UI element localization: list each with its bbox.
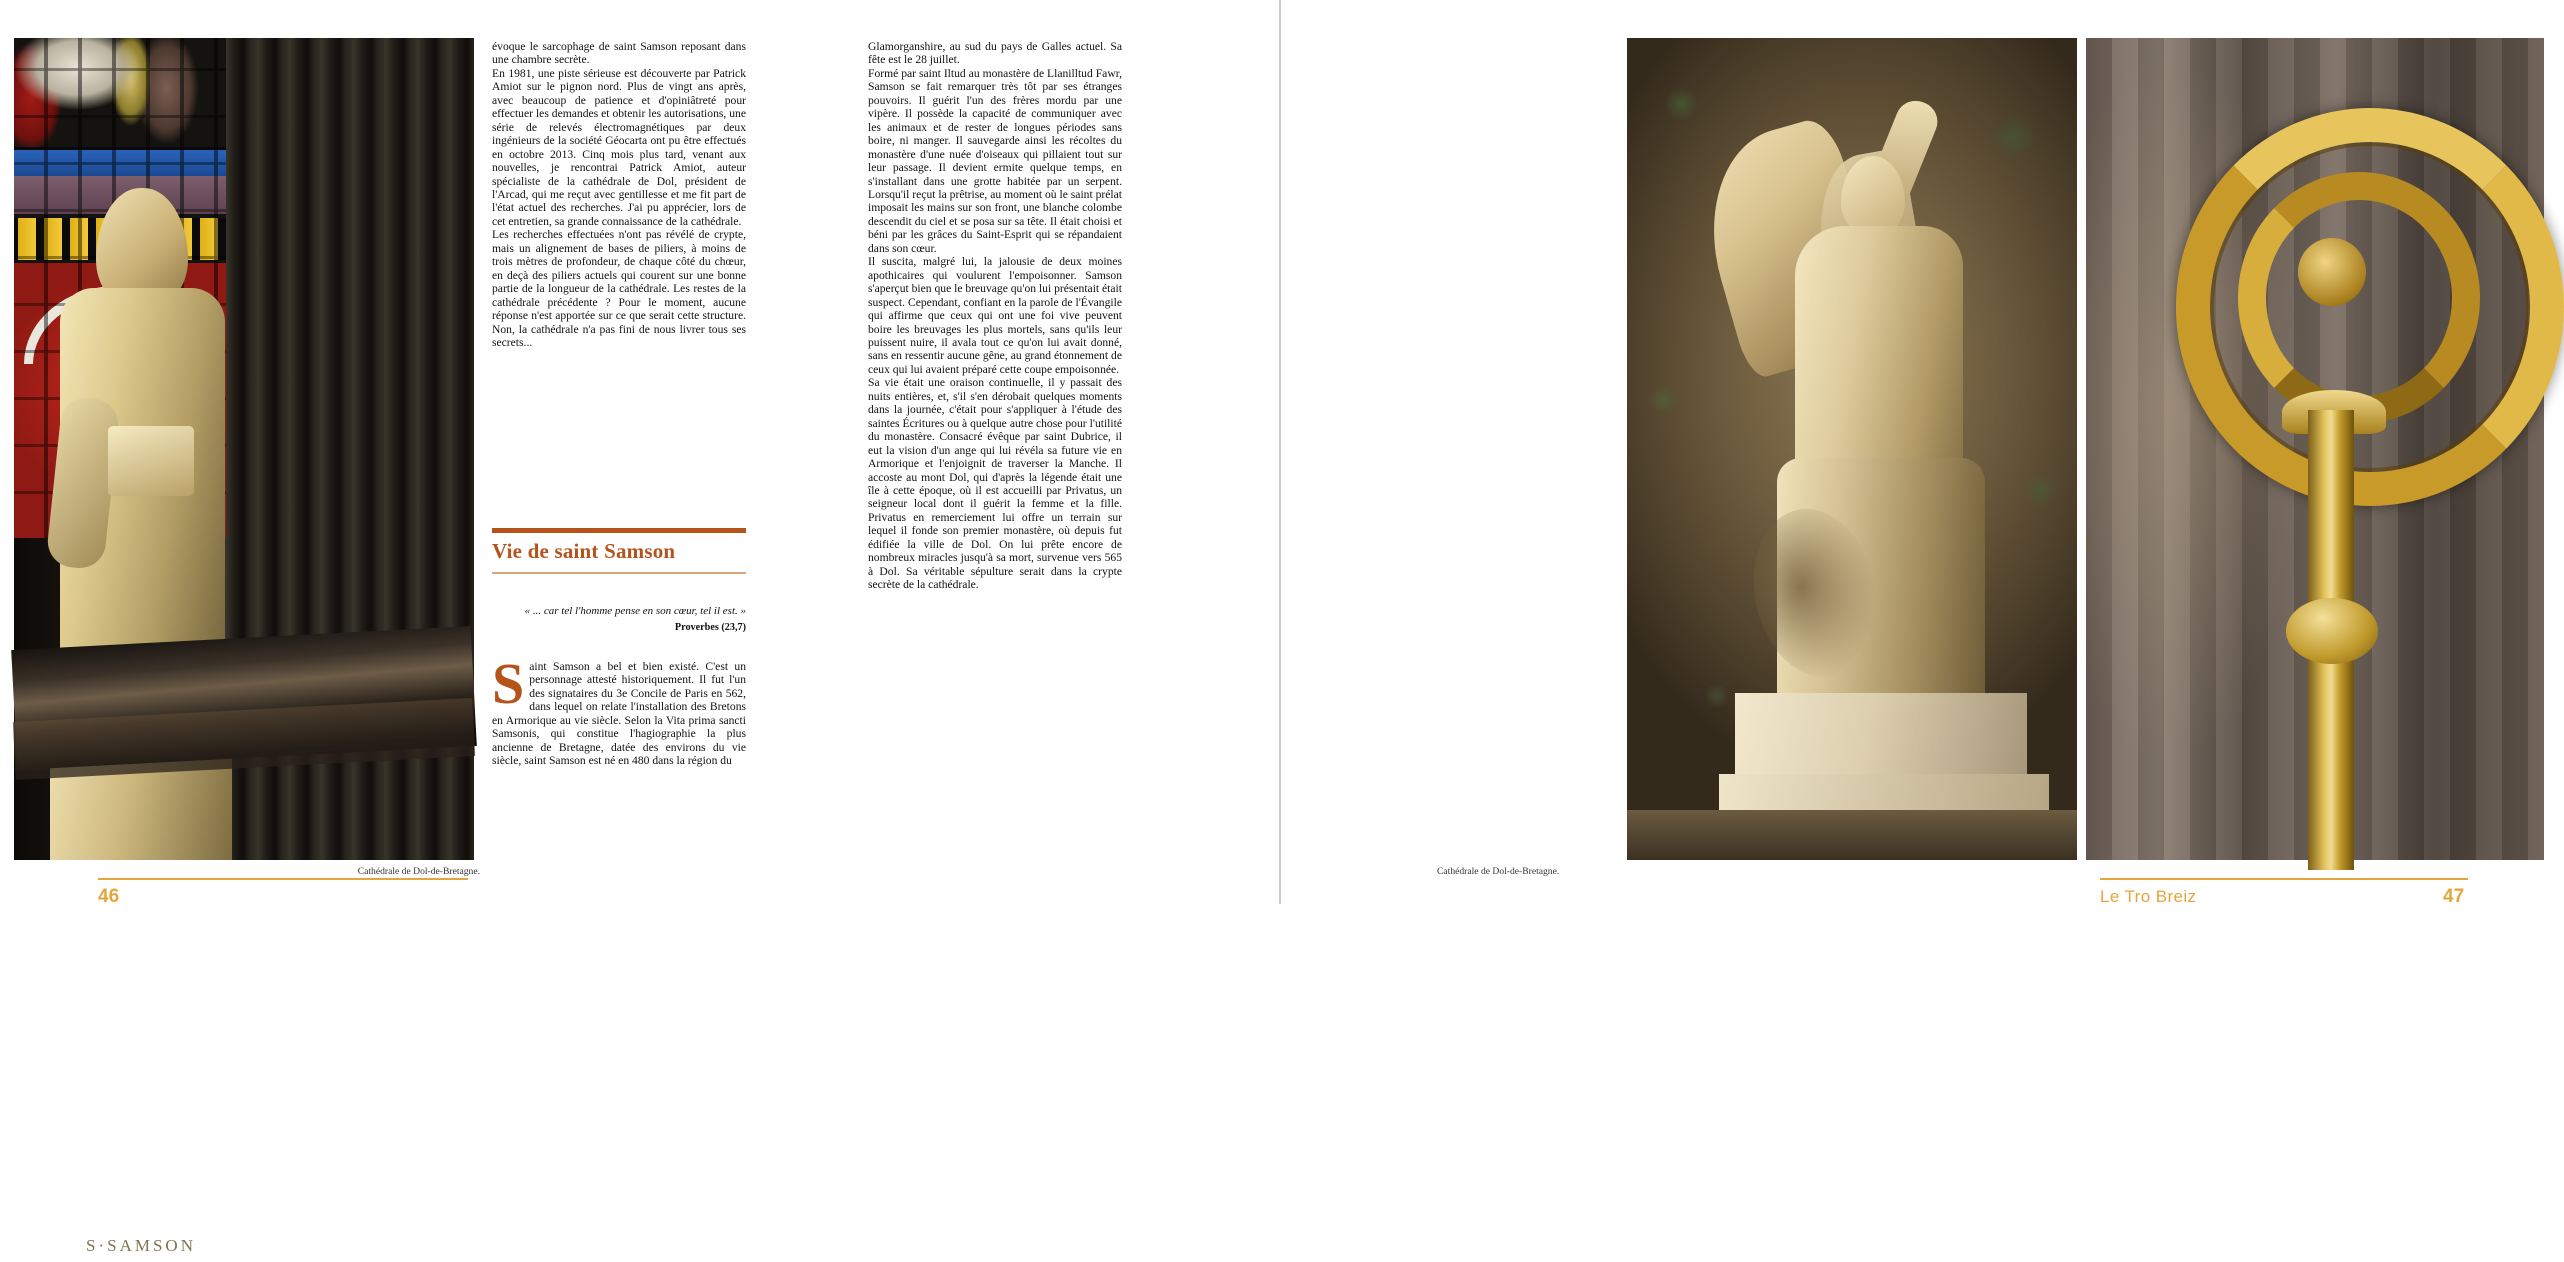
crozier-inner-spiral: [2238, 172, 2480, 424]
left-page: [0, 0, 1279, 1255]
epigraph: [492, 604, 746, 635]
paragraph: Les recherches effectuées n'ont pas révélé de crypte, mais un alignement de bases de piliers, à moins de trois mètres de profondeur, de chaque côté du chœur, en deçà des piliers actuels qui courent sur une bonne partie de la longueur de la cathédrale. Les restes de la cathédrale précédente ? Pour le moment, aucune réponse n'est apportée sur ce que serait cette structure. Non, la cathédrale n'a pas fini de nous livrer tous ses secrets...: [492, 228, 746, 349]
photo-angel-statue: [1627, 38, 2077, 860]
crozier-knop: [2286, 598, 2378, 664]
paragraph: évoque le sarcophage de saint Samson reposant dans une chambre secrète.: [492, 40, 746, 67]
footer-rule-left: [98, 878, 468, 880]
running-head: Le Tro Breiz: [2100, 887, 2197, 906]
statue-inscription: S·SAMSON: [86, 1236, 196, 1255]
photo-caption-right: Cathédrale de Dol-de-Bretagne.: [1437, 866, 1560, 877]
left-page-column-1: [492, 40, 746, 349]
paragraph: En 1981, une piste sérieuse est découverte par Patrick Amiot sur le pignon nord. Plus de vingt ans après, avec beaucoup de patience et d'opiniâtreté pour effectuer les demandes et obtenir les autorisations, une série de relevés électromagnétiques par deux ingénieurs de la société Géocarta ont pu être effectués en octobre 2013. Cinq mois plus tard, venant aux nouvelles, je rencontrai Patrick Amiot, auteur spécialiste de la cathédrale de Dol, président de l'Arcad, qui me reçut avec gentillesse et me fit part de l'état actuel des recherches. J'ai pu apprécier, lors de cet entretien, sa grande connaissance de la cathédrale.: [492, 66, 746, 228]
footer-rule-right: [2100, 878, 2468, 880]
section-opening-paragraph: [492, 651, 746, 768]
paragraph: aint Samson a bel et bien existé. C'est un personnage attesté historiquement. Il fut l'un des signataires du 3e Concile de Paris en 562, dans lequel on relate l'installation des Bretons en Armorique au vie siècle. Selon la Vita prima sancti Samsonis, qui constitue l'hagiographie la plus ancienne de Bretagne, datée des environs du vie siècle, saint Samson est né en 480 dans la région du: [492, 660, 746, 768]
angel-plinth-base: [1719, 774, 2049, 814]
epigraph-source: Proverbes (23,7): [674, 622, 746, 633]
photo-gilded-crozier: [2086, 38, 2544, 860]
crozier-center-boss: [2298, 238, 2366, 306]
epigraph-quote: « ... car tel l'homme pense en son cœur, tel il est. »: [524, 605, 746, 617]
statue-book: [108, 426, 194, 496]
paragraph: Formé par saint Iltud au monastère de Llanilltud Fawr, Samson se fait remarquer très tôt par ses étranges pouvoirs. Il guérit l'un des frères mordu par une vipère. Il possède la capacité de communiquer avec les animaux et de rester de longues périodes sans boire, ni manger. Il sauvegarde ainsi les récoltes du monastère d'une nuée d'oiseaux qui pillaient tout sur leur passage. Il devient ermite quelque temps, en s'installant dans une grotte habitée par un serpent. Lorsqu'il reçut la prêtrise, au moment où le saint prélat imposait les mains sur son front, une blanche colombe descendit du ciel et se posa sur sa tête. Il était choisi et béni par les grâces du Saint-Esprit qui se répandaient dans son cœur.: [868, 66, 1122, 255]
right-page: [1281, 0, 2560, 907]
paragraph: Sa vie était une oraison continuelle, il y passait des nuits entières, et, s'il s'en dérobait quelques moments dans la journée, c'était pour s'appliquer à l'étude des saintes Écritures ou à quelque autre chose pour l'utilité du monastère. Consacré évêque par saint Dubrice, il eut la vision d'un ange qui lui révéla sa future vie en Armorique et l'enjoignit de traverser la Manche. Il accoste au mont Dol, qui d'après la légende était une île à cette époque, où il est accueilli par Privatus, un seigneur local dont il guérit la femme et la fille. Privatus en remerciement lui offre un terrain sur lequel il fonde son premier monastère, où depuis fut édifiée la ville de Dol. On lui prête encore de nombreux miracles jusqu'à sa mort, survenue vers 565 à Dol. Sa véritable sépulture serait dans la crypte secrète de la cathédrale.: [868, 376, 1122, 592]
page-number-right: 47: [2443, 886, 2465, 907]
section-title: Vie de saint Samson: [492, 539, 676, 563]
paragraph: Il suscita, malgré lui, la jalousie de deux moines apothicaires qui voulurent l'empoisonner. Samson s'aperçut bien que le breuvage qu'on lui présentait était suspect. Cependant, confiant en la parole de l'Évangile qui affirme que ceux qui ont une foi vive peuvent boire les breuvages les plus mortels, sans qu'ils leur puissent nuire, il avala tout ce qu'on lui avait donné, sans en ressentir aucune gêne, au grand étonnement de ceux qui lui avaient préparé cette coupe empoisonnée.: [868, 255, 1122, 376]
paragraph: Glamorganshire, au sud du pays de Galles actuel. Sa fête est le 28 juillet.: [868, 40, 1122, 67]
drop-cap: S: [492, 651, 525, 716]
heading-rule-bottom: [492, 572, 746, 574]
page-number-left: 46: [98, 886, 120, 907]
floor-shadow: [1627, 810, 2077, 860]
left-page-column-2: [868, 40, 1122, 592]
photo-caption-left: Cathédrale de Dol-de-Bretagne.: [357, 866, 480, 877]
section-heading-block: [492, 528, 746, 574]
